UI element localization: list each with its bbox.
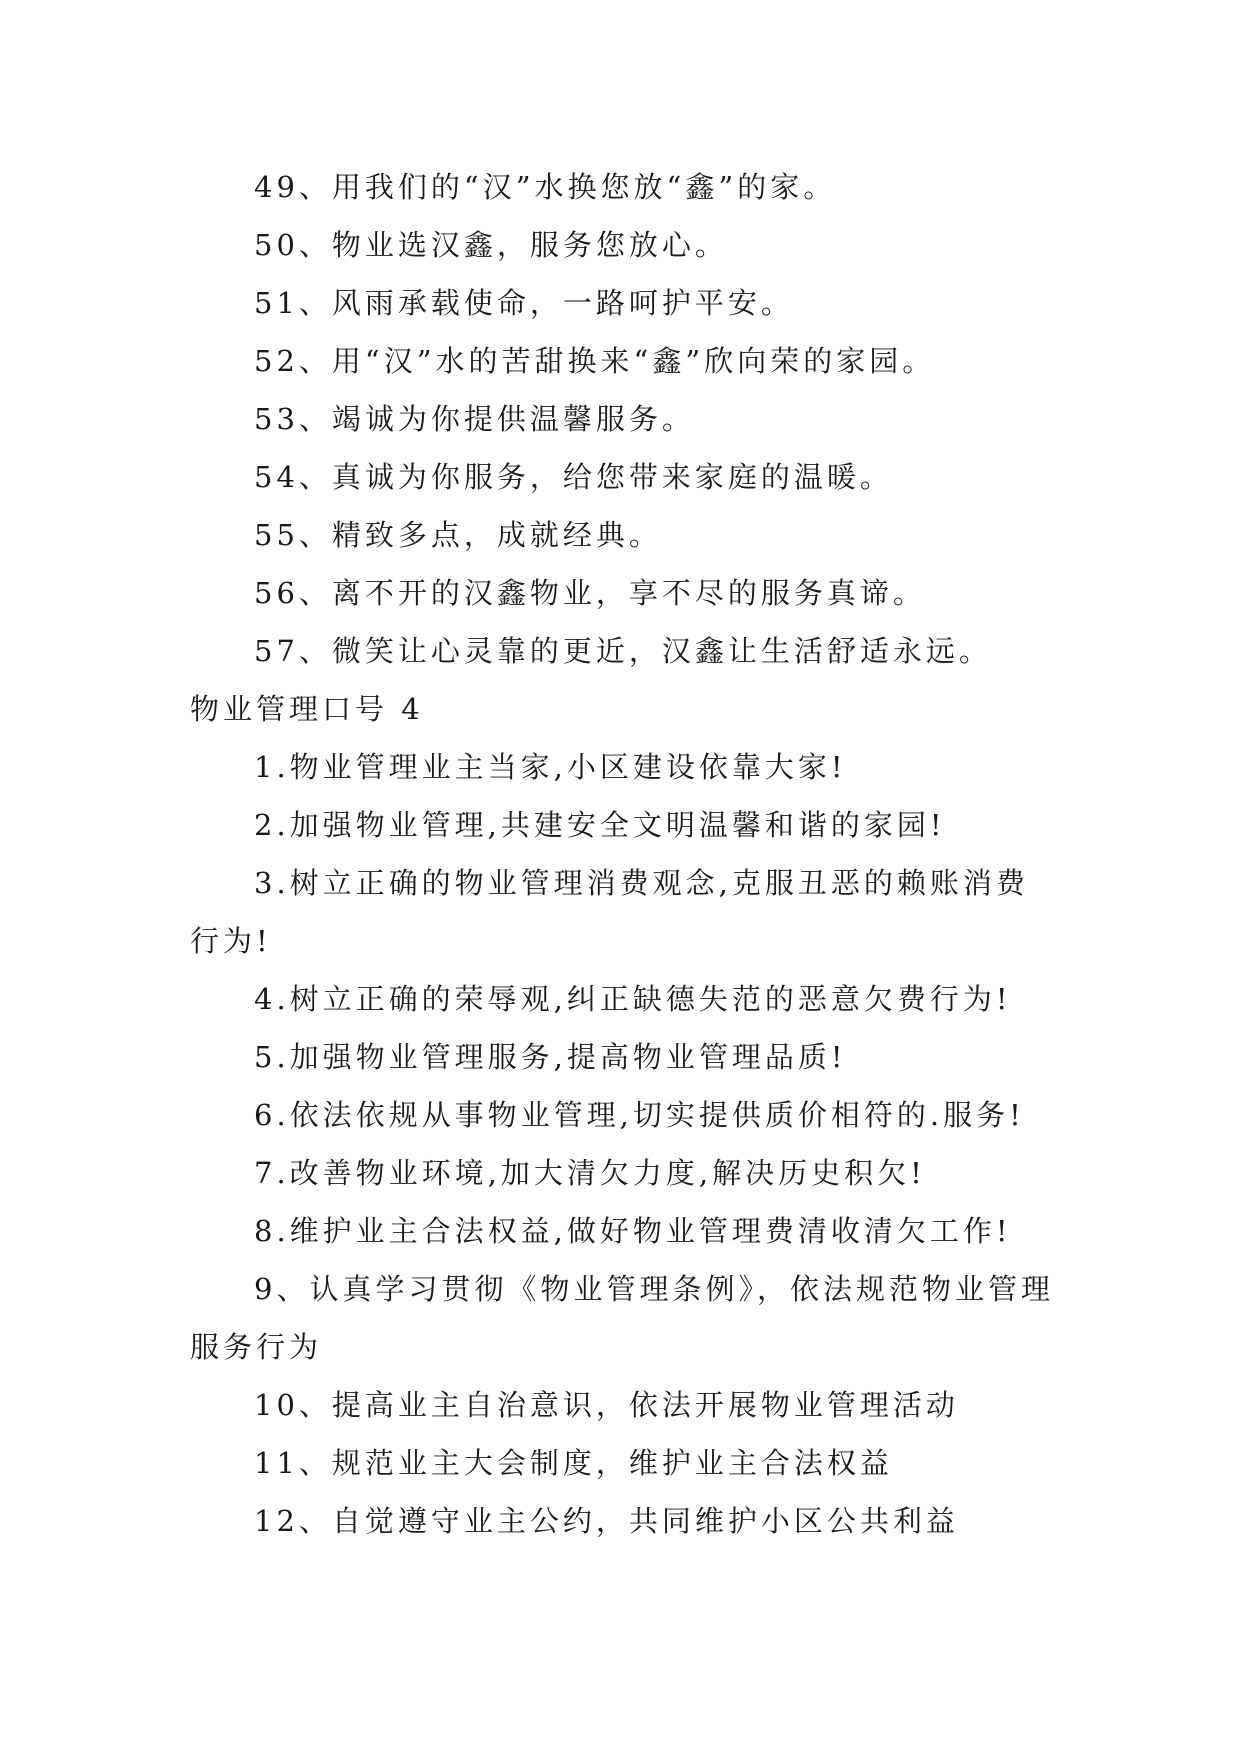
slogan-51: 51、风雨承载使命，一路呵护平安。: [254, 286, 794, 320]
slogan-12: 12、自觉遵守业主公约，共同维护小区公共利益: [254, 1504, 959, 1538]
slogan-6: 6.依法依规从事物业管理,切实提供质价相符的.服务!: [254, 1098, 1025, 1132]
slogan-57: 57、微笑让心灵靠的更近，汉鑫让生活舒适永远。: [254, 634, 992, 668]
slogan-7: 7.改善物业环境,加大清欠力度,解决历史积欠!: [254, 1156, 926, 1190]
slogan-3-continuation: 行为!: [190, 924, 272, 958]
document-body: [190, 158, 1054, 1550]
slogan-56: 56、离不开的汉鑫物业，享不尽的服务真谛。: [254, 576, 926, 610]
slogan-2: 2.加强物业管理,共建安全文明温馨和谐的家园!: [254, 808, 946, 842]
slogan-5: 5.加强物业管理服务,提高物业管理品质!: [254, 1040, 847, 1074]
slogan-8: 8.维护业主合法权益,做好物业管理费清收清欠工作!: [254, 1214, 1012, 1248]
slogan-49: 49、用我们的“汉”水换您放“鑫”的家。: [254, 170, 837, 204]
slogan-9: 9、认真学习贯彻《物业管理条例》，依法规范物业管理: [254, 1272, 1054, 1306]
slogan-54: 54、真诚为你服务，给您带来家庭的温暖。: [254, 460, 893, 494]
slogan-50: 50、物业选汉鑫，服务您放心。: [254, 228, 728, 262]
slogan-11: 11、规范业主大会制度，维护业主合法权益: [254, 1446, 893, 1480]
slogan-55: 55、精致多点，成就经典。: [254, 518, 662, 552]
slogan-1: 1.物业管理业主当家,小区建设依靠大家!: [254, 750, 847, 784]
slogan-9-continuation: 服务行为: [190, 1330, 323, 1364]
slogan-4: 4.树立正确的荣辱观,纠正缺德失范的恶意欠费行为!: [254, 982, 1012, 1016]
slogan-52: 52、用“汉”水的苦甜换来“鑫”欣向荣的家园。: [254, 344, 936, 378]
section-heading: 物业管理口号 4: [190, 692, 424, 726]
slogan-10: 10、提高业主自治意识，依法开展物业管理活动: [254, 1388, 959, 1422]
slogan-53: 53、竭诚为你提供温馨服务。: [254, 402, 695, 436]
slogan-3: 3.树立正确的物业管理消费观念,克服丑恶的赖账消费: [254, 866, 1029, 900]
